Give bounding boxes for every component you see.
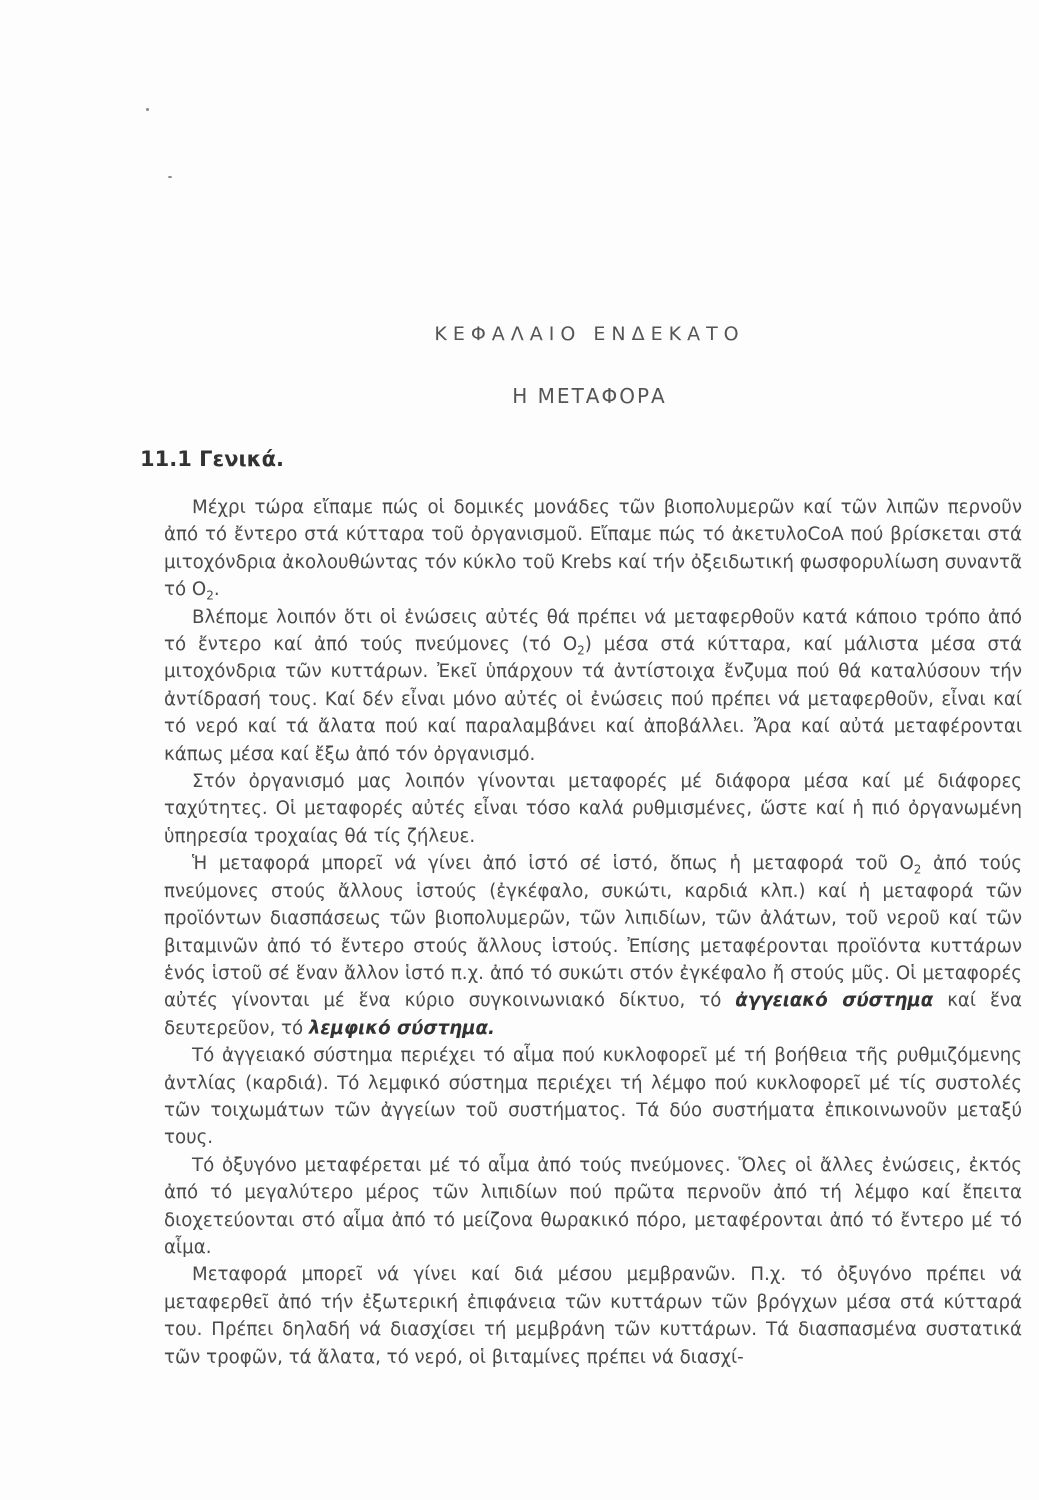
emphasis-term: ἀγγειακό σύστημα xyxy=(735,990,934,1012)
section-heading: 11.1 Γενικά. xyxy=(140,447,285,471)
paragraph xyxy=(164,1261,1022,1371)
paragraph xyxy=(164,604,1022,768)
paragraph-text: Βλέπομε λοιπόν ὅτι οἱ ἐνώσεις αὐτές θά πρέπει νά μεταφερθοῦν κατά κάποιο τρόπο ἀπό τό ἔντερο καί ἀπό τούς πνεύμονες (τό O xyxy=(164,606,1022,656)
paragraph-text: Μεταφορά μπορεῖ νά γίνει καί διά μέσου μεμβρανῶν. Π.χ. τό ὀξυγόνο πρέπει νά μεταφερθεῖ ἀπό τήν ἐξωτερική ἐπιφάνεια τῶν κυττάρων τῶν βρόγχων μέσα στά κύτταρά του. Πρέπει δηλαδή νά διασχίσει τή μεμβράνη τῶν κυττάρων. Τά διασπασμένα συστατικά τῶν τροφῶν, τά ἄλατα, τό νερό, οἱ βιταμίνες πρέπει νά διασχί- xyxy=(164,1264,1022,1368)
scan-speck xyxy=(168,176,172,178)
subscript: 2 xyxy=(206,588,214,603)
paragraph-text: ἀπό τούς πνεύμονες στούς ἄλλους ἱστούς (ἐγκέφαλο, συκώτι, καρδιά κλπ.) καί ἡ μεταφορά τῶν προϊόντων διασπάσεως τῶν βιοπολυμερῶν, τῶν λιπιδίων, τῶν ἀλάτων, τοῦ νεροῦ καί τῶν βιταμινῶν ἀπό τό ἔντερο στούς ἄλλους ἱστούς. Ἐπίσης μεταφέρονται προϊόντα κυττάρων ἑνός ἱστοῦ σέ ἕναν ἄλλον ἱστό π.χ. ἀπό τό συκώτι στόν ἐγκέφαλο ἤ στούς μῦς. Οἱ μεταφορές αὐτές γίνονται μέ ἕνα κύριο συγκοινωνιακό δίκτυο, τό xyxy=(164,853,1023,1012)
paragraph-text: Μέχρι τώρα εἴπαμε πώς οἱ δομικές μονάδες τῶν βιοπολυμερῶν καί τῶν λιπῶν περνοῦν ἀπό τό ἔντερο στά κύτταρα τοῦ ὀργανισμοῦ. Εἴπαμε πώς τό ἀκετυλοCoA πού βρίσκεται στά μιτοχόνδρια ἀκολουθώντας τόν κύκλο τοῦ Krebs καί τήν ὀξειδωτική φωσφορυλίωση συναντᾶ τό O xyxy=(164,497,1022,601)
paragraph-text: Ἡ μεταφορά μπορεῖ νά γίνει ἀπό ἱστό σέ ἱστό, ὅπως ἡ μεταφορά τοῦ O xyxy=(192,853,914,875)
paragraph-text: ) μέσα στά κύτταρα, καί μάλιστα μέσα στά μιτοχόνδρια τῶν κυττάρων. Ἐκεῖ ὑπάρχουν τά ἀντίστοιχα ἔνζυμα πού θά καταλύσουν τήν ἀντίδρασή τους. Καί δέν εἶναι μόνο αὐτές οἱ ἐνώσεις πού πρέπει νά μεταφερθοῦν, εἶναι καί τό νερό καί τά ἄλατα πού καί παραλαμβάνει καί ἀποβάλλει. Ἄρα καί αὐτά μεταφέρονται κάπως μέσα καί ἔξω ἀπό τόν ὀργανισμό. xyxy=(164,634,1022,765)
paragraph-text: καί ἕνα δευτερεῦον, τό xyxy=(164,990,1022,1039)
subscript: 2 xyxy=(577,643,585,658)
subscript: 2 xyxy=(913,862,922,877)
chapter-label: ΚΕΦΑΛΑΙΟ ΕΝΔΕΚΑΤΟ xyxy=(434,323,745,345)
paragraph xyxy=(164,850,1022,1042)
paragraph-text: Τό ὀξυγόνο μεταφέρεται μέ τό αἷμα ἀπό τούς πνεύμονες. Ὅλες οἱ ἄλλες ἐνώσεις, ἐκτός ἀπό τό μεγαλύτερο μέρος τῶν λιπιδίων πού πρῶτα περνοῦν ἀπό τή λέμφο καί ἔπειτα διοχετεύονται στό αἷμα ἀπό τό μείζονα θωρακικό πόρο, μεταφέρονται ἀπό τό ἔντερο μέ τό αἷμα. xyxy=(164,1154,1022,1258)
paragraph-text: Τό ἀγγειακό σύστημα περιέχει τό αἷμα πού κυκλοφορεῖ μέ τή βοήθεια τῆς ρυθμιζόμενης ἀντλίας (καρδιά). Τό λεμφικό σύστημα περιέχει τή λέμφο πού κυκλοφορεῖ μέ τίς συστολές τῶν τοιχωμάτων τῶν ἀγγείων τοῦ συστήματος. Τά δύο συστήματα ἐπικοινωνοῦν μεταξύ τους. xyxy=(164,1045,1022,1149)
scan-speck xyxy=(146,108,149,111)
paragraph xyxy=(164,1042,1022,1152)
paragraph-text: . xyxy=(213,579,220,601)
paragraph xyxy=(164,768,1022,850)
paragraph xyxy=(164,494,1022,604)
chapter-title: Η ΜΕΤΑΦΟΡΑ xyxy=(512,384,667,408)
emphasis-term: λεμφικό σύστημα. xyxy=(308,1017,495,1039)
body-text xyxy=(164,494,1022,1371)
paragraph-text: Στόν ὀργανισμό μας λοιπόν γίνονται μεταφορές μέ διάφορα μέσα καί μέ διάφορες ταχύτητες. Οἱ μεταφορές αὐτές εἶναι τόσο καλά ρυθμισμένες, ὥστε καί ἡ πιό ὀργανωμένη ὑπηρεσία τροχαίας θά τίς ζήλευε. xyxy=(164,771,1022,847)
paragraph xyxy=(164,1152,1022,1262)
